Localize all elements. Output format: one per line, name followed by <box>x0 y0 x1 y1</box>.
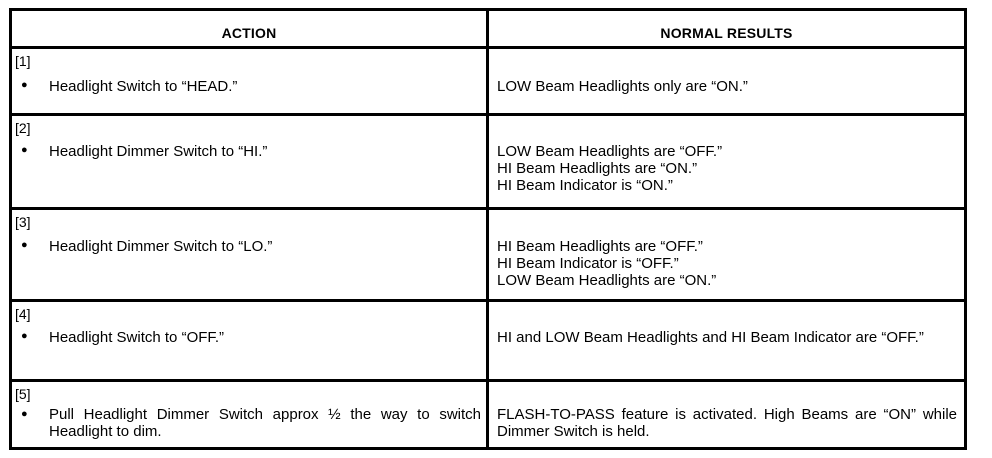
bullet-icon: ● <box>21 144 28 156</box>
result-cell <box>489 302 964 379</box>
result-cell <box>489 116 964 207</box>
action-text: Headlight Switch to “HEAD.” <box>49 78 238 95</box>
action-cell <box>12 302 489 379</box>
action-cell <box>12 210 489 299</box>
action-cell <box>12 382 489 447</box>
action-text: Headlight Dimmer Switch to “LO.” <box>49 238 273 255</box>
table-row <box>12 210 964 302</box>
step-number: [4] <box>15 306 31 322</box>
table-row <box>12 302 964 382</box>
result-line: FLASH-TO-PASS feature is activated. High Beams are “ON” while Dimmer Switch is held. <box>497 406 957 440</box>
bullet-icon: ● <box>21 330 28 342</box>
step-number: [2] <box>15 120 31 136</box>
result-line: HI Beam Indicator is “OFF.” <box>497 255 679 272</box>
result-cell <box>489 210 964 299</box>
action-text: Headlight Switch to “OFF.” <box>49 329 225 346</box>
action-text: Headlight Dimmer Switch to “HI.” <box>49 143 268 160</box>
step-number: [5] <box>15 386 31 402</box>
result-line: HI Beam Headlights are “ON.” <box>497 160 698 177</box>
header-results-cell <box>489 11 964 46</box>
result-line: HI Beam Headlights are “OFF.” <box>497 238 703 255</box>
step-number: [1] <box>15 53 31 69</box>
result-cell <box>489 382 964 447</box>
table-row <box>12 116 964 210</box>
table-row <box>12 382 964 447</box>
table-header-row <box>12 11 964 49</box>
header-action-cell <box>12 11 489 46</box>
action-cell <box>12 49 489 113</box>
result-line: LOW Beam Headlights are “ON.” <box>497 272 717 289</box>
result-line: HI Beam Indicator is “ON.” <box>497 177 673 194</box>
result-line: LOW Beam Headlights only are “ON.” <box>497 78 748 95</box>
action-text: Pull Headlight Dimmer Switch approx ½ the way to switch Headlight to dim. <box>49 406 481 440</box>
procedure-table <box>9 8 967 450</box>
header-results: NORMAL RESULTS <box>660 25 793 41</box>
bullet-icon: ● <box>21 408 28 420</box>
result-line: LOW Beam Headlights are “OFF.” <box>497 143 723 160</box>
bullet-icon: ● <box>21 239 28 251</box>
step-number: [3] <box>15 214 31 230</box>
table-row <box>12 49 964 116</box>
bullet-icon: ● <box>21 79 28 91</box>
result-cell <box>489 49 964 113</box>
header-action: ACTION <box>221 25 277 41</box>
action-cell <box>12 116 489 207</box>
result-line: HI and LOW Beam Headlights and HI Beam Indicator are “OFF.” <box>497 329 924 346</box>
